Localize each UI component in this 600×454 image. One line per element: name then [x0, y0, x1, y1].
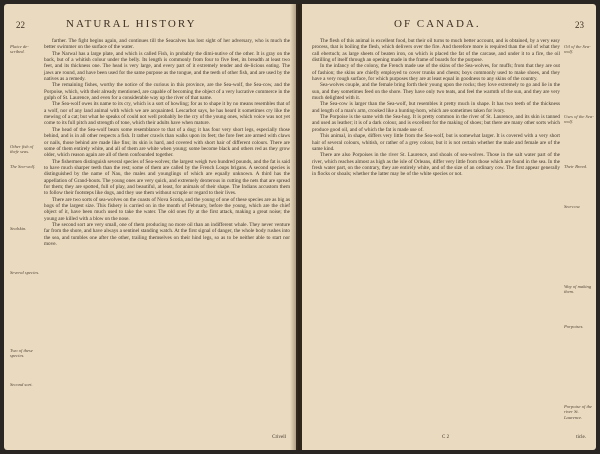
right-running-header: OF CANADA. [394, 18, 481, 30]
left-body-text [44, 38, 290, 247]
right-sidenote-3: Their Breed. [564, 164, 588, 169]
right-page-number: 23 [575, 20, 584, 30]
right-sidenote-1: Oil of the Sea-wolf. [564, 44, 591, 55]
paragraph: The second sort are very small, one of them producing no more oil than an indifferent whale. They never venture far from the shore, and have always a sentinel standing watch. At the first signal of danger, the whole body rushes into the sea, and tumbles one after the other, trailing themselves on their hind legs, so as to be neither able to start nor move. [44, 221, 290, 247]
paragraph: There are two sorts of sea-wolves on the coasts of Nova Scotia, and the young of one of these species are as big as hogs of the largest size. This fishery is carried on in the month of February, before the young, which are the chief object of it, have been much used to take the water. The old ones fly at the first attack, making a great noise; the young are killed with a blow on the nose. [44, 196, 290, 222]
left-sidenote-1: Plaice de-scribed. [10, 44, 29, 55]
right-sidenote-2: Uses of the Sea-wolf. [564, 114, 594, 125]
paragraph: The remaining fishes, worthy the notice of the curious in this province, are the Sea-wolf, the Sea-cow, and the Porpoise, which, with their already mentioned, are capable of becoming the object of a very lucrative commerce in the gulph of St. Laurence, and even for a considerable way up the river of that name. [44, 82, 290, 102]
paragraph: The Porpoise is the same with the Sea-hog. It is pretty common in the river of St. Laurence, and its skin is tanned and used as leather; it is of a dark colour, and is excellent for the making of shoes; but there are many other sorts which produce good oil, and of which the fat is made use of. [312, 114, 560, 133]
left-running-header: NATURAL HISTORY [66, 18, 197, 30]
paragraph: In the infancy of the colony, the French made use of the skins of the Sea-wolves, for muffs; from that they are out of fashion; the skins are chiefly employed to cover trunks and chests; boys commonly used to make shoes, and they have a very rough surface, for which purposes they are at least equal in goodness to any skins of the country. [312, 63, 560, 83]
left-sidenote-2: Other fish of thefe seas. [10, 144, 34, 155]
right-catchword: ticle. [576, 435, 586, 440]
left-sidenote-3: The Sea-wolf. [10, 164, 36, 169]
paragraph: The fishermen distinguish several species of Sea-wolves; the largest weigh two hundred pounds, and the fat is said to have much sharper teeth than the rest; some of them are called by the French Loups brigans. A second species is distinguished by the name of Nau, the males and younglings of which are equally unknown. A third has the appellation of Grand-bouts. The young ones are very quick, and extremely dexterous in cutting the nets that are spread for them; they are spotted, full of play, and beautiful, at least, for animals of their shape. The Indians accustom them to follow their footsteps like dogs, and they use them without scruple or regard to their lives. [44, 158, 290, 197]
left-sidenote-4: Sealskin. [10, 226, 27, 231]
left-page-number: 22 [16, 20, 25, 30]
left-sidenote-5: Several species. [10, 270, 40, 275]
paragraph: farther. The fight begins again, and continues till the Seacalves has lost sight of her adversary, who is much the better swimmer on the surface of the water. [44, 38, 290, 51]
left-sidenote-6: Two of these species. [10, 348, 33, 359]
paragraph: The Sea-cow is larger than the Sea-wolf, but resembles it pretty much in shape. It has two teeth of the thickness and length of a man's arm, crooked like a hunting-horn, which are sometimes taken for ivory. [312, 101, 560, 114]
paragraph: The Narwal has a large plate, and which is called Fish, in probably the dimi-nutive of the other. It is gray on the back, but of a whitish colour under the belly. Its length is commonly from four to five feet, its breadth at least two feet, and its thickness one. The head is very large, and every part of it extremely tender and de-licious eating. The jaws are round, and have been used for the same purpose as the tongue, and the teeth of other fish, and are used by the natives as a remedy. [44, 50, 290, 83]
left-page [4, 4, 296, 450]
right-sidenote-7: Porpoise of the river St. Laurence. [564, 404, 593, 420]
right-signature-mark: C 2 [442, 435, 450, 440]
paragraph: The flesh of this animal is excellent food, but their oil turns to much better account, and is obtained, by a very easy process, that is boiling the flesh, which delivers over the fire. And therefore more is required than the oil of what they call ebertuch; as large sheets of beaten iron, on which is placed the fat of the carcase, and under it to a fire, the oil distilling of itself through an opening made in the frame of boards for the purpose. [312, 38, 560, 64]
left-catchword: Crivell [272, 435, 286, 440]
paragraph: The head of the Sea-wolf bears some resemblance to that of a dog; it has four very short legs, especially those behind, and is in all other respects a fish. It rather crawls than walks upon its feet; the fore feet are armed with claws or nails, those behind are made like fins; its skin is hard, and covered with short hair of different colours. There are some of them entirely white, and all of them are white when young; some become black and others red as they grow older, which reason again are all of them confounded together. [44, 126, 290, 159]
right-sidenote-6: Porpoises. [564, 324, 584, 329]
right-sidenote-4: Sea-cow. [564, 204, 581, 209]
right-page [302, 4, 596, 450]
paragraph: The Sea-wolf owes its name to its cry, which is a sort of howling; for as to shape it by no means resembles that of a wolf, nor of any land animal with which we are acquainted. Lescarbot says, he has heard it sometimes cry like the mewing of a cat; but what he speaks of could not well probably be the cry of the young ones, which voice was not yet come to its full pitch and strength of tone, which their adults have when mature. [44, 101, 290, 127]
paragraph: Sea-wolves couple, and the female bring forth their young upon the rocks; they love extremely to go and lie in the sun, and they sometimes feed on the shore. They have only two teats, and feel the warmth of the sun, and they are very much delighted with it. [312, 82, 560, 102]
left-sidenote-7: Second sort. [10, 382, 33, 387]
right-body-text [312, 38, 560, 178]
paragraph: There are also Porpoises in the river St. Laurence, and shoals of sea-wolves. Those in the salt water part of the river, which reaches almost as high as the isle of Orleans, differ very little from those which are found in the sea. In the fresh water part, on the contrary, they are entirely white, and of the size of an ordinary cow. The first appear generally in flocks or shoals; whether the latter may be of the white species or not. [312, 152, 560, 178]
paragraph: This animal, in shape, differs very little from the Sea-wolf, but is somewhat larger. It is covered with a very short hair of several colours, whitish, or rather of a grey colour, but it is not certain whether the male and female are of the same kind. [312, 133, 560, 152]
right-sidenote-5: Way of making them. [564, 284, 592, 295]
